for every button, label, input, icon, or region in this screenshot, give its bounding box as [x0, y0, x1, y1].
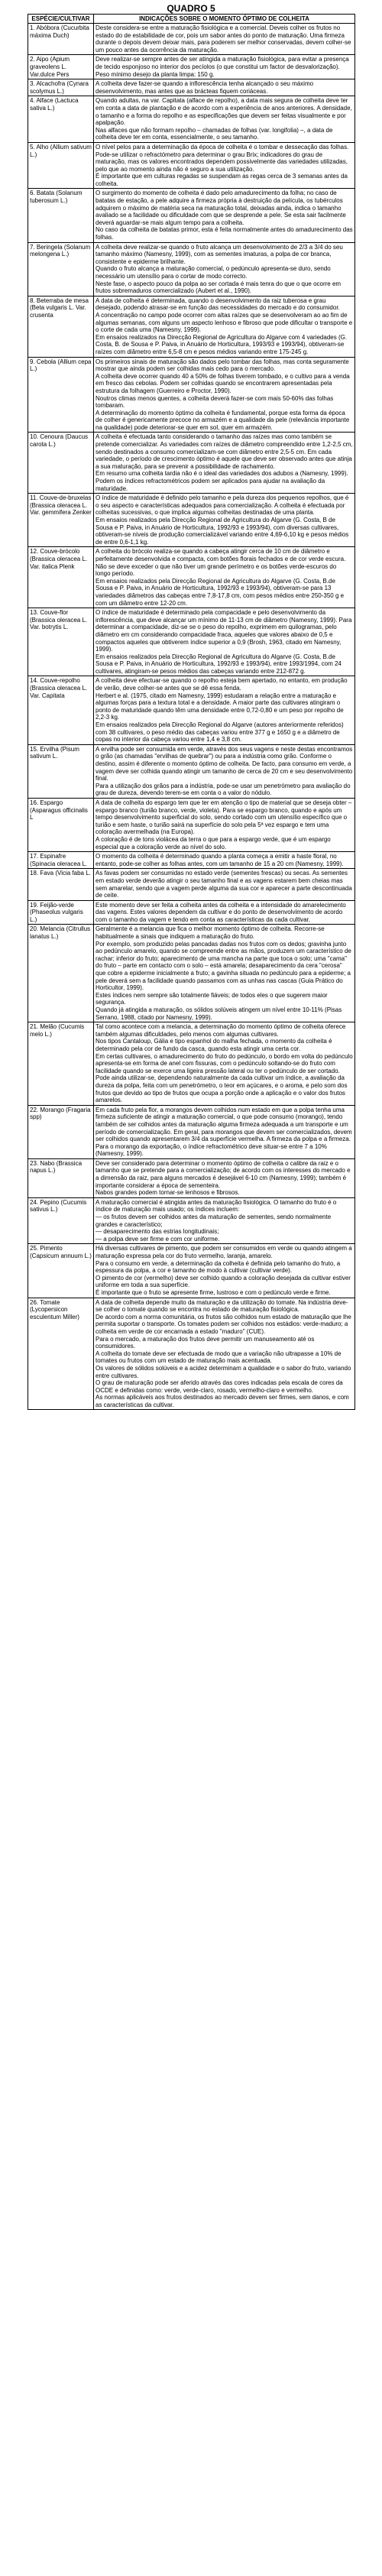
species-cell: 8. Beterraba de mesa (Beta vulgaris L. Var. crusenta	[28, 296, 94, 357]
table-row	[28, 357, 355, 433]
indications-cell	[94, 433, 355, 494]
indications-cell	[94, 1244, 355, 1298]
table-body	[28, 24, 355, 1410]
species-cell: 21. Melão (Cucumis melo L.)	[28, 1022, 94, 1106]
indication-paragraph: Há diversas cultivares de pimento, que podem ser consumidos em verde ou quando atingem a maturação expressa pela cor do fruto vermelho, laranja, amarelo.	[96, 1245, 352, 1259]
indication-paragraph: Quando já atingida a maturação, os sólidos solúveis atingem um nível entre 10-11% (Pisas Serrano, 1988, citado por Namesny, 1999).	[96, 1006, 342, 1021]
indication-paragraph: O pimento de cor (vermelho) deve ser colhido quando a coloração desejada da cultivar estiver uniforme em toda a sua superfície.	[96, 1274, 351, 1289]
indication-paragraph: A data de colheita é determinada, quando o desenvolvimento da raiz tuberosa e grau desejado, podendo atrasar-se em função das necessidades do mercado e do consumidor.	[96, 296, 340, 312]
indication-paragraph: Este momento deve ser feita a colheita antes da colheita e a intensidade do amarelecimento das vagens. Estes valores dependem da cultivar e do ponto de desenvolvimento de acordo com o tamanho da vagem e tendo em conta as características da cada cultivar.	[96, 901, 346, 923]
indication-paragraph: Deste considera-se entre a maturação fisiológica e a comercial. Deveis colher os frutos no estado do de estabilidade de cor, pois um sabor antes do ponto de maturação. Uma firmeza durante o depois devem deixar mais, para poderem ser melhor conservadas, devem colher-se um pouco antes da ocorrência da maturação.	[96, 24, 351, 53]
indication-paragraph: Em ensaios realizados na Direcção Regional de Agricultura do Algarve com 4 variedades (G. Costa, B. de Sousa e P. Paiva, in Anuário de Horticultura, 1993/93 e 1993/94), obtiveram-se raízes com diâmetro entre 6,5-8 cm e pesos médios variando entre 175-245 g.	[96, 333, 348, 355]
indications-cell	[94, 1105, 355, 1158]
indication-paragraph: O momento da colheita é determinado quando a planta começa a emitir a haste floral, no entanto, pode-se colher as folhas antes, com um tamanho de 15 a 20 cm (Namesny, 1999).	[96, 853, 344, 867]
indication-paragraph: — a polpa deve ser firme e com cor uniforme.	[96, 1235, 220, 1243]
indication-paragraph: Noutros climas menos quentes, a colheita deverá fazer-se com mais 50-60% das folhas tombaram.	[96, 394, 334, 410]
indications-cell	[94, 925, 355, 1022]
indication-paragraph: Podem os índices refractométricos podem ser aplicados para ajudar na avaliação da maturidade.	[96, 478, 325, 492]
table-row	[28, 852, 355, 869]
indication-paragraph: Peso mínimo desejo da planta limpa: 150 g.	[96, 70, 215, 78]
species-cell: 3. Alcachofra (Cynara scolymus L.)	[28, 79, 94, 96]
table-row	[28, 189, 355, 242]
indication-paragraph: Nos tipos Cantaloup, Gália e tipo espanhol do malha fechada, o momento da colheita é determinado pela cor de fundo da casca, quando esta atingir uma certa cor.	[96, 1038, 332, 1052]
indication-paragraph: Em ensaios realizados pela Direcção Regional de Agricultura do Algarve (G. Costa, B.de Sousa e P. Paiva, in Anuário de Horticultura, 1992/93 e 1993/94), obtiveram-se para 13 variedades diâmetros das cabeças entre 7,8-17,8 cm, com pesos médios entre 250-350 g e com um diâmetro entre 12-20 cm.	[96, 577, 345, 607]
indication-paragraph: No caso da colheita de batatas primor, esta é feita normalmente antes do amadurecimento das folhas.	[96, 226, 353, 241]
indications-cell	[94, 79, 355, 96]
indication-paragraph: Os primeiros sinais de maturação são dados pelo tombar das folhas, mas conta seguramente mostrar que ainda podem ser colhidas mais cedo para o mercado.	[96, 358, 349, 373]
species-cell: 19. Feijão-verde (Phaseolus vulgaris L.)	[28, 900, 94, 925]
species-cell: 15. Ervilha (Pisum sativum L.	[28, 744, 94, 798]
indications-cell	[94, 55, 355, 79]
indication-paragraph: — os frutos devem ser colhidos antes da maturação de sementes, sendo normalmente grandes e característico;	[96, 1213, 332, 1228]
indication-paragraph: Em cada fruto pela flor, a morangos devem colhidos num estado em que a polpa tenha uma firmeza suficiente de atingir a maturação comercial, o que pode consumo (morango), tendo também de ser colhidos antes da maturação alguma firmeza adequada a um transporte e um período de comercialização. Em geral, para morangos que devem ser comercializados, devem ser colhidos quando apresentarem 3/4 da superfície vermelha. A firmeza da polpa e a firmeza.	[96, 1106, 352, 1143]
header-species: ESPÉCIE/CULTIVAR	[28, 15, 94, 24]
table-row	[28, 925, 355, 1022]
species-cell: 12. Couve-brócolo (Brassica oleracea L. Var. italica Plenk	[28, 547, 94, 608]
table-row	[28, 869, 355, 900]
species-cell: 4. Alface (Lactuca sativa L.)	[28, 96, 94, 143]
indication-paragraph: Em ensaios realizados pela Direcção Regional de Agricultura do Algarve (G. Costa, B de Sousa e P. Paiva, in Anuário de Horticultura, 1992/93 e 1993/94), com diversas cultivares, obtiveram-se níveis de produção comercializável variando entre 4,69-6,10 kg e pesos médios de entre 0,6-1,1 kg.	[96, 517, 349, 546]
indication-paragraph: É importante que em culturas regadas se suspendam as regas cerca de 3 semanas antes da colheita.	[96, 173, 348, 187]
species-cell: 18. Fava (Vicia faba L.	[28, 869, 94, 900]
table-row	[28, 433, 355, 494]
indication-paragraph: Nas alfaces que não formam repolho – chamadas de folhas (var. longifolia) –, a data de colheita deve ter em conta, essencialmente, o seu tamanho.	[96, 126, 333, 141]
table-row	[28, 242, 355, 296]
species-cell: 20. Melancia (Citrullus lanatus L.)	[28, 925, 94, 1022]
species-cell: 22. Morango (Fragaria spp)	[28, 1105, 94, 1158]
species-cell: 16. Espargo (Asparagus officinalis L	[28, 798, 94, 851]
indication-paragraph: A maturação comercial é atingida antes da maturação fisiológica. O tamanho do fruto é o índice de maturação mais usado; os índices incluem:	[96, 1198, 337, 1213]
table-row	[28, 79, 355, 96]
indication-paragraph: Para o consumo em verde, a determinação da colheita é definida pelo tamanho do fruto, a espessura da polpa, a cor e tamanho de modo à cultivar (cultivar verde).	[96, 1259, 341, 1275]
indication-paragraph: Quando o fruto alcança a maturação comercial, o pedúnculo apresenta-se duro, sendo necessário um utensílio para o cortar de modo correcto.	[96, 265, 331, 280]
indications-cell	[94, 1022, 355, 1106]
indication-paragraph: Em ensaios realizados pela Direcção Regional do Algarve (autores anteriormente referidos) com 38 cultivares, o peso médio das cabeças variou entre 377 g e 1650 g e a diâmetro de copas no interior da cabeça variou entre 1,4 e 3,8 cm.	[96, 721, 344, 744]
indications-cell	[94, 547, 355, 608]
indication-paragraph: De acordo com a norma comunitária, os frutos são colhidos num estado de maturação que lhe permita suportar o transporte. Os tomates podem ser colhidos nos estádios: verde-maduro; a colheita em verde de cor encarnada a estado "maduro" (CUE).	[96, 1313, 351, 1335]
indications-cell	[94, 798, 355, 851]
indication-paragraph: Quando adultas, na var. Capitata (alface de repolho), a data mais segura de colheita deve ter em conta a data de plantação e de acordo com a experiência de anos anteriores. A densidade, o tamanho e a forma do repolho e as especificações que devem ser feitas visualmente e por apalpação.	[96, 97, 352, 127]
table-row	[28, 547, 355, 608]
table-row	[28, 1022, 355, 1106]
species-cell: 9. Cebola (Allium cepa L.)	[28, 357, 94, 433]
table-title: QUADRO 5	[167, 3, 215, 14]
indication-paragraph: Neste fase, o aspecto pouco da polpa ao ser cortada é mais tenra do que o que ocorre em frutos sobremaduros comercializado (Aubert et al., 1990).	[96, 280, 342, 295]
species-cell: 24. Pepino (Cucumis sativus L.)	[28, 1197, 94, 1244]
table-header-row	[28, 15, 355, 24]
indication-paragraph: Em certas cultivares, o amadurecimento do fruto do pedúnculo, o bordo em volta do pedúnculo apresenta-se em forma de anel com fissuras, com o pedúnculo soltando-se do fruto com facilidade quando se exerce uma ligeira pressão lateral ou ter o pedúnculo de ser cortado.	[96, 1052, 353, 1074]
indication-paragraph: A data de colheita depende muito da maturação e da utilização do tomate. Na indústria deve-se colher o tomate quando se encontra no estado de maturação fisiológica.	[96, 1298, 348, 1314]
indication-paragraph: O índice de maturidade é determinado pela compacidade e pelo desenvolvimento da inflorescência, que deve alcançar um mínimo de 11-13 cm de diâmetro (Namesny, 1999). Para determinar a compacidade, diz-se se o peso do repolho, exprimem em quilogramas, pelo diâmetro em cm considerando compacidade fraca, aqueles que valores abaixo de 0,5 e compactos aqueles que obtiverem índice superior a 0,9 (Brosh, 1963, citado em Namesny, 1999).	[96, 609, 352, 653]
indication-paragraph: Os valores de sólidos solúveis e a acidez determinam a qualidade e o sabor do fruto, variando entre cultivares.	[96, 1364, 351, 1379]
species-cell: 13. Couve-flor (Brassica oleracea L. Var. botrytis L.	[28, 608, 94, 676]
indication-paragraph: Pode ainda utilizar-se, dependendo naturalmente da cada cultivar um índice, a avaliação da dureza da polpa, feita com um penetrómetro, o teor em açúcares, e o aroma, e pelo som dos frutos que devido ao tipo de frutos que ocupa a porção onde a aplicação e o valor dos frutos amarelos.	[96, 1074, 348, 1104]
indications-cell	[94, 24, 355, 55]
indication-paragraph: A determinação do momento óptimo da colheita é fundamental, porque esta forma da época de colher é genericamente precoce no armazém e a qualidade da pele (relevância importante na qualidade) pode deteriorar-se quer em sol, quer em armazém.	[96, 409, 350, 431]
indication-paragraph: Deve realizar-se sempre antes de ser atingida a maturação fisiológica, para evitar a presença de tecido esponjoso no interior dos pecíolos (o que constitui um factor de desvalorização).	[96, 56, 349, 70]
indication-paragraph: A colheita deve ocorrer quando 40 a 50% de folhas tiverem tombado, e o cultivo para a venda em fresco das cebolas. Podem ser colhidas quando se encontrarem apresentadas pela estrutura da folhagem (Guerreiro e Proctor, 1990).	[96, 372, 350, 394]
indications-cell	[94, 1158, 355, 1197]
indication-paragraph: O grau de maturação pode ser aferido através das cores indicadas pela escala de cores da OCDE e definidas como: verde, verde-claro, rosado, vermelho-claro e vermelho.	[96, 1379, 343, 1394]
indication-paragraph: Deve ser considerado para determinar o momento óptimo de colheita o calibre da raiz e o tamanho que se pretende para a comercialização; de acordo com os interesses do mercado e a dimensão da raiz, para alguns mercados é desejável 6-10 cm (Namesny, 1999); também é importante considerar a época de sementeira.	[96, 1159, 351, 1189]
table-row	[28, 494, 355, 547]
indication-paragraph: A ervilha pode ser consumida em verde, através dos seus vagens e neste destas encontramos o grão (as chamadas "ervilhas de quebrar") ou para a indústria como grão. Conforme o destino, assim é diferente o momento óptimo de colheita. De facto, para consumo em verde, a vagem deve ser colhida quando atingir um tamanho de cerca de 20 cm e seu desenvolvimento final.	[96, 745, 353, 783]
species-cell: 5. Alho (Allium sativum L.)	[28, 142, 94, 189]
indication-paragraph: A coloração é de tons violácea da terra o que para a espargo verde, que é um espargo especial que a coloração verde ao nível do solo.	[96, 835, 331, 851]
indications-cell	[94, 494, 355, 547]
indications-cell	[94, 744, 355, 798]
table-row	[28, 1244, 355, 1298]
indications-cell	[94, 676, 355, 744]
indication-paragraph: Por exemplo, som produzido pelas pancadas dadas nos frutos com os dedos; gravinha junto ao pedúnculo amarelo, quando se compreende entre as mãos, produzem um característico de rachar; inferior do fruto; aparecimento de uma mancha na parte que toca o solo; uma "cama" do fruto – parte em contacto com o solo – está amarela; desaparecimento da cera "cerosa" que cobre a epiderme inicialmente a fruto; a gavinha situada no pedúnculo para a epiderme; a pele deverá sem a facilidade quando passamos com as unhas nas cascas (Guia Prático do Horticultor, 1999).	[96, 940, 351, 992]
header-indications: INDICAÇÕES SOBRE O MOMENTO ÓPTIMO DE COLHEITA	[94, 15, 355, 24]
indication-paragraph: É importante que o fruto se apresente firme, lustroso e com o pedúnculo verde e firme.	[96, 1288, 331, 1296]
indication-paragraph: Tal como acontece com a melancia, a determinação do momento óptimo de colheita oferece também algumas dificuldades, pelo menos com algumas cultivares.	[96, 1023, 346, 1038]
indications-cell	[94, 852, 355, 869]
indications-cell	[94, 357, 355, 433]
table-row	[28, 900, 355, 925]
harvest-table	[28, 14, 355, 1410]
table-row	[28, 1105, 355, 1158]
indication-paragraph: A colheita deve efectuar-se quando o repolho esteja bem apertado, no entanto, em produção de verão, deve colher-se antes que se dê essa fenda.	[96, 677, 348, 692]
indication-paragraph: Em resumo uma colheita tardia não é o ideal das variedades dos adubos a (Namesny, 1999).	[96, 470, 348, 478]
indications-cell	[94, 142, 355, 189]
indications-cell	[94, 869, 355, 900]
species-cell: 26. Tomate (Lycopersicon esculentum Miller)	[28, 1298, 94, 1410]
species-cell: 17. Espinafre (Spinacia oleracea L.	[28, 852, 94, 869]
species-cell: 14. Couve-repolho (Brassica oleracea L. Var. Capitata	[28, 676, 94, 744]
indications-cell	[94, 1298, 355, 1410]
indication-paragraph: O índice de maturidade é definido pelo tamanho e pela dureza dos pequenos repolhos, que é o seu aspecto e características adequados para comercialização. A colheita é efectuada por colheitas sucessivas, o que implica algumas colheitas destinadas de uma planta.	[96, 494, 349, 517]
species-cell: 7. Beringela (Solanum melongena L.)	[28, 242, 94, 296]
species-cell: 25. Pimento (Capsicum annuum L.)	[28, 1244, 94, 1298]
indications-cell	[94, 608, 355, 676]
indication-paragraph: Para o mercado, a maturação dos frutos deve permitir um manuseamento até os consumidores.	[96, 1335, 315, 1350]
table-row	[28, 744, 355, 798]
indication-paragraph: Geralmente é a melancia que fica o melhor momento óptimo de colheita. Recorre-se habitualmente a sinais que indiquem a maturação do fruto.	[96, 925, 325, 941]
indication-paragraph: As normas aplicáveis aos frutos destinados ao mercado devem ser firmes, sem danos, e com as características da cultivar.	[96, 1394, 349, 1408]
table-row	[28, 142, 355, 189]
indication-paragraph: A concentração no campo pode ocorrer com altas raízes que se desenvolveram ao ao fim de algumas semanas, com alguns um aspecto lenhoso e fibroso que pode dificultar o transporte e o corte de cada uma (Namesny, 1999).	[96, 311, 353, 334]
table-row	[28, 1298, 355, 1410]
species-cell: 2. Aipo (Apium graveolens L. Var.dulce Pers	[28, 55, 94, 79]
indications-cell	[94, 189, 355, 242]
table-row	[28, 608, 355, 676]
indication-paragraph: A colheita deve realizar-se quando o fruto alcança um desenvolvimento de 2/3 a 3/4 do seu tamanho máximo (Namesny, 1999), com as sementes imaturas, a polpa de cor branca, consistente e epiderme brilhante.	[96, 243, 343, 265]
indications-cell	[94, 1197, 355, 1244]
indication-paragraph: A colheita do brócolo realiza-se quando a cabeça atingir cerca de 10 cm de diâmetro e perfeitamente desenvolvida e compacta, com botões florais fechados e de cor verde escura. Não se deve exceder o que não tiver um grande perímetro e os botões verde-escuros do longo período.	[96, 548, 346, 578]
species-cell: 11. Couve-de-bruxelas (Brassica oleracea L. Var. gemmifera Zenker	[28, 494, 94, 547]
indications-cell	[94, 96, 355, 143]
indication-paragraph: A colheita é efectuada tanto considerando o tamanho das raízes mas como também se pretende comercializar. As variedades com raízes de diâmetro compreendido entre 1,2-2,5 cm, sendo destinados a consumo comercializam-se com diâmetro entre 2,5-5 cm. Em cada variedade, o período de crescimento óptimo é aquele que deve ser observado antes que atinja a sua maturação, para se prevenir a possibilidade de rachamento.	[96, 433, 353, 470]
table-row	[28, 96, 355, 143]
indication-paragraph: Estes índices nem sempre são totalmente fiáveis; de todos eles o que sugerem maior segurança.	[96, 991, 328, 1006]
indications-cell	[94, 296, 355, 357]
indication-paragraph: Para a utilização dos grãos para a indústria, pode-se usar um penetrómetro para avaliação do grau de dureza, devendo terem-se em conta o a valor do nódulo.	[96, 782, 351, 797]
species-cell: 1. Abóbora (Cucurbita máxima Duch)	[28, 24, 94, 55]
indications-cell	[94, 242, 355, 296]
table-row	[28, 676, 355, 744]
indication-paragraph: A data de colheita do espargo tem que ter em atenção o tipo de material que se deseja obter – espargo branco (turião branco, verde, violeta). Para se espargo branco, quando e após um tempo desenvolvimento superficial do solo, sendo cortado com um utensílio específico que o turião e sem haste, o turião sairá na superfície do solo pela 5ª vez espargo e tem uma coloração avermelhada (na Europa).	[96, 799, 352, 836]
table-row	[28, 296, 355, 357]
indication-paragraph: A colheita do tomate deve ser efectuada de modo que a variação não ultrapasse a 10% de tomates ou frutos com um estado de maturação mais acentuada.	[96, 1350, 342, 1365]
species-cell: 10. Cenoura (Daucus carota L.)	[28, 433, 94, 494]
table-row	[28, 55, 355, 79]
table-row	[28, 1197, 355, 1244]
indication-paragraph: A colheita deve fazer-se quando a inflorescência tenha alcançado o seu máximo desenvolvimento, mas antes que as brácteas fiquem coriáceas.	[96, 80, 314, 95]
indication-paragraph: O nível pelos para a determinação da época de colheita é o tombar e dessecação das folhas.	[96, 143, 349, 151]
indication-paragraph: Nabos grandes podem tornar-se lenhosos e fibrosos.	[96, 1189, 240, 1197]
indication-paragraph: Pode-se utilizar o refractómetro para determinar o grau Brix; indicadores do grau de maturação, mas os valores encontrados dependem possivelmente das variedades utilizadas, pelo que ao momento ainda não é seguro a sua utilização.	[96, 151, 348, 173]
table-row	[28, 24, 355, 55]
table-row	[28, 1158, 355, 1197]
indication-paragraph: — desaparecimento das estrias longitudinais;	[96, 1228, 219, 1236]
indication-paragraph: As favas podem ser consumidas no estado verde (sementes frescas) ou secas. As sementes em estado verde deverão atingir o seu tamanho final e as vagens estarem bem cheias mas sem amarelar, sendo que a vagem perde alguma da sua cor e aparecer a parte descontinuada de ceite.	[96, 870, 352, 899]
indication-paragraph: Para o morango da exportação, o índice refractométrico deve situar-se entre 7 a 10% (Namesny, 1999).	[96, 1142, 327, 1158]
indication-paragraph: Herbert e al. (1975, citado em Namesny, 1999) estudaram a relação entre a maturação e algumas forças para a textura total e a densidade. A maior parte das cultivares atingiram o ponto de maturidade quando têm uma densidade entre 0,72-0,80 e um peso por repolho de 2,2-3 kg.	[96, 692, 344, 721]
indication-paragraph: O surgimento do momento de colheita é dado pelo amadurecimento da folha; no caso de batatas de estação, a pele adquire a firmeza própria à destruição da película, os tubérculos adquirem o máximo de matéria seca na maturação total, deixadas ainda, indica o tamanho avaliado se a facilidade ou dificuldade com que se desprende a pele. Se esta sair facilmente deverá aguardar-se mais algum tempo para a colheita.	[96, 190, 346, 226]
species-cell: 23. Nabo (Brassica napus L.)	[28, 1158, 94, 1197]
indications-cell	[94, 900, 355, 925]
table-row	[28, 798, 355, 851]
species-cell: 6. Batata (Solanum tuberosum L.)	[28, 189, 94, 242]
indication-paragraph: Em ensaios realizados pela Direcção Regional de Agricultura do Algarve (G. Costa, B.de Sousa e P. Paiva, in Anuário de Horticultura, 1992/93 e 1993/94), entre 1993/1994, com 24 cultivares, atingiram-se pesos médios das cabeças variando entre 212-872 g.	[96, 653, 342, 675]
